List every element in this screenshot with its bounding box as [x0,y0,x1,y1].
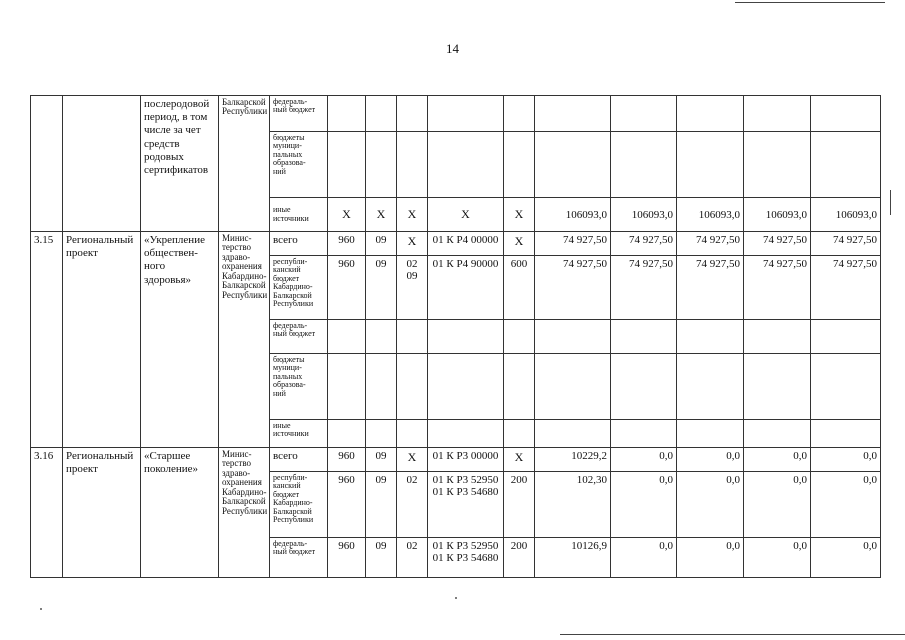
section-code: 09 [366,472,397,538]
grbs-code [328,132,366,198]
scan-line-bottom [560,634,905,635]
amount-2022 [677,132,744,198]
measure-name: послеродовой период, в том числе за чет средств родовых сертификатов [141,96,219,232]
subsection-code [397,320,428,354]
section-code: 09 [366,256,397,320]
subsection-code [397,420,428,448]
amount-2020 [535,132,611,198]
amount-2021 [611,320,677,354]
amount-2023: 0,0 [744,448,811,472]
row-number: 3.16 [31,448,63,578]
amount-2021: 74 927,50 [611,256,677,320]
amount-2021: 0,0 [611,538,677,578]
grbs-code [328,354,366,420]
section-code [366,132,397,198]
amount-2021: 0,0 [611,472,677,538]
expense-type-code: 200 [504,538,535,578]
amount-2020: 10229,2 [535,448,611,472]
amount-2023 [744,132,811,198]
section-code: 09 [366,232,397,256]
section-code [366,354,397,420]
subsection-code: X [397,448,428,472]
amount-2020: 102,30 [535,472,611,538]
expense-type-code: X [504,198,535,232]
project-name: «Укрепление обществен- ного здоровья» [141,232,219,448]
table-row [31,232,881,256]
expense-type-code [504,320,535,354]
amount-2024: 0,0 [811,448,881,472]
scan-speck [40,608,42,610]
executor: Минис- терство здраво- охранения Кабардино- Балкарской Республики [219,448,270,578]
grbs-code [328,96,366,132]
scan-line-right [890,190,891,215]
section-code: 09 [366,538,397,578]
amount-2022: 0,0 [677,448,744,472]
project-type: Региональный проект [63,232,141,448]
amount-2022: 106093,0 [677,198,744,232]
expense-type-code: X [504,232,535,256]
subsection-code: 02 [397,472,428,538]
expense-type-code [504,132,535,198]
row-number: 3.15 [31,232,63,448]
amount-2023 [744,320,811,354]
executor: Минис- терство здраво- охранения Кабардино- Балкарской Республики [219,232,270,448]
page-number: 14 [446,41,459,56]
target-article-code: 01 К Р4 00000 [428,232,504,256]
executor: Балкарской Республики [219,96,270,232]
amount-2022 [677,420,744,448]
amount-2021: 0,0 [611,448,677,472]
subsection-code: 02 09 [397,256,428,320]
amount-2023: 0,0 [744,538,811,578]
expense-type-code: 600 [504,256,535,320]
funding-source-label: иные источники [270,198,328,232]
funding-source-label: всего [270,232,328,256]
target-article-code [428,420,504,448]
subsection-code: X [397,198,428,232]
target-article-code: 01 К Р4 90000 [428,256,504,320]
amount-2022: 74 927,50 [677,232,744,256]
project-name: «Старшее поколение» [141,448,219,578]
grbs-code: X [328,198,366,232]
target-article-code [428,96,504,132]
expense-type-code [504,96,535,132]
section-code [366,420,397,448]
funding-source-label: иные источники [270,420,328,448]
amount-2021 [611,420,677,448]
grbs-code: 960 [328,472,366,538]
amount-2022 [677,96,744,132]
amount-2020 [535,420,611,448]
project-type [63,96,141,232]
amount-2023: 0,0 [744,472,811,538]
row-number [31,96,63,232]
target-article-code [428,132,504,198]
subsection-code: X [397,232,428,256]
amount-2020: 10126,9 [535,538,611,578]
amount-2024 [811,132,881,198]
amount-2024: 0,0 [811,538,881,578]
amount-2020 [535,354,611,420]
scan-line-top [735,2,885,3]
amount-2024 [811,354,881,420]
amount-2020: 106093,0 [535,198,611,232]
amount-2023: 74 927,50 [744,232,811,256]
amount-2023 [744,354,811,420]
amount-2022: 0,0 [677,538,744,578]
amount-2022 [677,354,744,420]
target-article-code: 01 К Р3 52950 01 К Р3 54680 [428,538,504,578]
grbs-code: 960 [328,256,366,320]
section-code [366,96,397,132]
amount-2024 [811,420,881,448]
scan-speck [455,597,457,599]
amount-2023: 74 927,50 [744,256,811,320]
section-code: 09 [366,448,397,472]
amount-2024: 74 927,50 [811,256,881,320]
amount-2021: 106093,0 [611,198,677,232]
grbs-code [328,420,366,448]
target-article-code: 01 К Р3 00000 [428,448,504,472]
amount-2024: 106093,0 [811,198,881,232]
amount-2023 [744,420,811,448]
funding-source-label: республи- канский бюджет Кабардино- Балкарской Республики [270,472,328,538]
section-code: X [366,198,397,232]
amount-2022: 74 927,50 [677,256,744,320]
table-row [31,448,881,472]
subsection-code: 02 [397,538,428,578]
funding-source-label: федераль- ный бюджет [270,96,328,132]
amount-2020 [535,96,611,132]
table-row [31,96,881,132]
grbs-code: 960 [328,538,366,578]
amount-2024: 74 927,50 [811,232,881,256]
amount-2021: 74 927,50 [611,232,677,256]
expense-type-code [504,420,535,448]
expense-type-code: 200 [504,472,535,538]
subsection-code [397,132,428,198]
amount-2023: 106093,0 [744,198,811,232]
budget-table [30,95,881,578]
project-type: Региональный проект [63,448,141,578]
funding-source-label: всего [270,448,328,472]
funding-source-label: республи- канский бюджет Кабардино- Балкарской Республики [270,256,328,320]
amount-2020: 74 927,50 [535,256,611,320]
amount-2024 [811,96,881,132]
section-code [366,320,397,354]
amount-2021 [611,354,677,420]
amount-2023 [744,96,811,132]
amount-2022 [677,320,744,354]
expense-type-code: X [504,448,535,472]
grbs-code: 960 [328,448,366,472]
funding-source-label: бюджеты муници- пальных образова- ний [270,354,328,420]
target-article-code: 01 К Р3 52950 01 К Р3 54680 [428,472,504,538]
expense-type-code [504,354,535,420]
amount-2022: 0,0 [677,472,744,538]
amount-2021 [611,96,677,132]
target-article-code: X [428,198,504,232]
grbs-code [328,320,366,354]
amount-2020 [535,320,611,354]
amount-2021 [611,132,677,198]
target-article-code [428,320,504,354]
subsection-code [397,96,428,132]
funding-source-label: федераль- ный бюджет [270,538,328,578]
subsection-code [397,354,428,420]
amount-2024 [811,320,881,354]
amount-2024: 0,0 [811,472,881,538]
grbs-code: 960 [328,232,366,256]
funding-source-label: федераль- ный бюджет [270,320,328,354]
amount-2020: 74 927,50 [535,232,611,256]
target-article-code [428,354,504,420]
funding-source-label: бюджеты муници- пальных образова- ний [270,132,328,198]
